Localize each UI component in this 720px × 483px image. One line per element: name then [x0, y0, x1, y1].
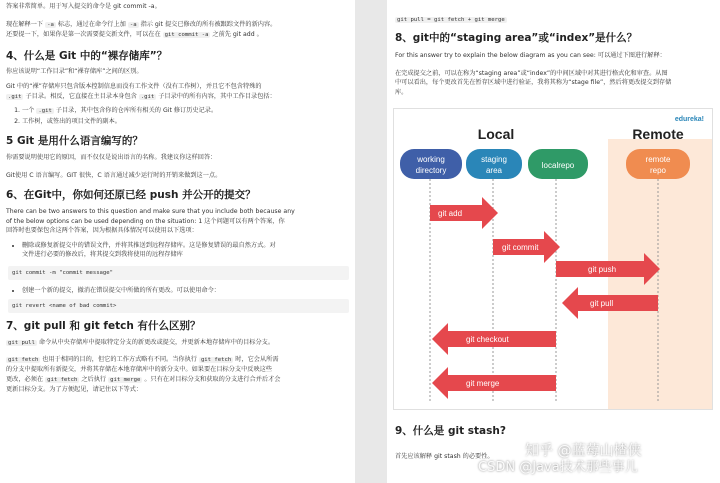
heading-q7: 7、git pull 和 git fetch 有什么区别？	[6, 320, 201, 332]
list-item: 2. 工作树，或签出的项目文件的副本。	[22, 117, 349, 127]
code-block-commit: git commit -m "commit message"	[8, 266, 349, 280]
text-line: 更新目标分支。为了方便起见，请记住以下等式：	[6, 386, 143, 393]
text-line: 中可以看出，每个更改首先在暂存区域中进行验证，我将其称为“stage file”，然后将更改提交到存储	[395, 79, 672, 86]
heading-q9: 9、什么是 git stash?	[395, 425, 506, 437]
formula-line	[395, 6, 712, 25]
node-localrepo	[528, 149, 588, 179]
arrow-label: git add	[438, 209, 463, 218]
text-line: For this answer try to explain the below diagram as you can see: 可以通过下图进行解释：	[395, 52, 666, 59]
arrow-label: git checkout	[466, 335, 509, 344]
text-line: 答案非常简单。用于写入提交的命令是 git commit -a。	[6, 3, 161, 10]
text-line: 首先应该解释 git stash 的必要性。	[395, 453, 494, 460]
local-title: Local	[477, 126, 515, 142]
left-page	[0, 0, 355, 483]
arrow-label: git commit	[502, 243, 539, 252]
arrow-label: git merge	[466, 379, 500, 388]
text-line: 还要提一下，如果你是第一次需要提交新文件，可以在在 git commit -a 之前先 git add 。	[6, 31, 263, 38]
text-line: git fetch 也用于相同的目的，但它的工作方式略有不同。当你执行 git fetch 时，它会从所需	[8, 355, 279, 363]
list-item: • 删除或修复新提交中的错误文件，并将其推送到远程存储库。这是修复错误的最自然方式。对 文件进行必要的修改后，将其提交到我将使用的远程存储库	[22, 241, 349, 260]
list-q6	[6, 241, 349, 260]
text-line: 回答时也要保包含这两个答案，因为根据具体情况可以使用以下选项：	[6, 227, 198, 234]
arrow-label: git pull	[590, 299, 614, 308]
code-inline: git pull = git fetch + git merge	[397, 17, 505, 23]
heading-q8: 8、git中的“staging area”或“index”是什么？	[395, 32, 638, 44]
text-line: 在完成提交之前，可以在称为“staging area”或“index”的中间区域中对其进行格式化和审查。从图	[395, 69, 668, 77]
list-item: • 创建一个新的提交，撤消在错误提交中所做的所有更改。可以使用命令：	[22, 286, 349, 296]
heading-q5: 5 Git 是用什么语言编写的？	[6, 135, 143, 147]
text-line: Git 中的“裸”存储库只包含版本控制信息而没有工作文件（没有工作树），并且它不包含特殊的	[6, 83, 262, 90]
node-label: remote	[645, 155, 671, 164]
text-line: 更改，必须在 git fetch 之后执行 git merge 。只有在对目标分支和获取的分支进行合并后才会	[6, 375, 281, 383]
node-working-directory	[400, 149, 462, 179]
node-remote-repo	[626, 149, 690, 179]
heading-q6: 6、在Git中，你如何还原已经 push 并公开的提交？	[6, 189, 256, 201]
list-item: 1. 一个 .git 子目录，其中包含你的仓库所有相关的 Git 修订历史记录。	[22, 106, 349, 117]
node-label: area	[485, 166, 503, 175]
text-line: git pull 命令从中央存储库中提取特定分支的新更改或提交，并更新本地存储库中的目标分支。	[8, 339, 275, 346]
right-page	[387, 0, 720, 483]
csdn-watermark: CSDN @Java技术那些事儿	[478, 460, 638, 475]
text-line: 你需要说明使用它的原因，而不仅仅是说出语言的名称。我建议你这样回答：	[6, 154, 217, 161]
text-line: Git使用 C 语言编写。GIT 很快，C 语言通过减少运行时的开销来做到这一点。	[6, 171, 222, 179]
git-staging-diagram	[393, 108, 713, 410]
text-line: 库。	[395, 88, 408, 96]
text-line: 你应该说明“工作目录”和“裸存储库”之间的区别。	[6, 67, 143, 75]
list-q6b	[6, 286, 349, 296]
node-label: working	[417, 155, 445, 164]
diagram-brand: edureka!	[674, 116, 704, 123]
text-line: 的分支中提取所有新提交，并将其存储在本地存储库中的新分支中。如果要在目标分支中反映这些	[6, 366, 273, 373]
heading-q4: 4、什么是 Git 中的“裸存储库”？	[6, 49, 168, 62]
text-line: .git 子目录。相反，它直接在主目录本身包含 .git 子目录中的所有内容，其中工作目录包括：	[8, 92, 276, 100]
node-label: staging	[481, 155, 507, 164]
node-staging-area	[466, 149, 522, 179]
node-label: localrepo	[541, 161, 575, 170]
node-label: directory	[415, 166, 447, 175]
text-line: of the below options can be used depending on the situation: 1 这个问题可以有两个答案，你	[6, 217, 285, 225]
page-gap	[355, 0, 387, 483]
code-block-revert: git revert <name of bad commit>	[8, 299, 349, 313]
arrow-label: git push	[588, 265, 617, 274]
node-label: repo	[649, 166, 667, 175]
text-line: There can be two answers to this question and make sure that you include both because any	[6, 208, 295, 215]
zhihu-watermark: 知乎 @蓝莓山楂侠	[525, 443, 642, 459]
diagram-svg	[394, 109, 712, 409]
list-q4	[6, 106, 349, 126]
remote-title: Remote	[632, 126, 684, 142]
text-line: 现在解释一下 -a 标志，通过在命令行上加 -a 指示 git 提交已修改的所有被跟踪文件的新内容。	[6, 20, 277, 28]
